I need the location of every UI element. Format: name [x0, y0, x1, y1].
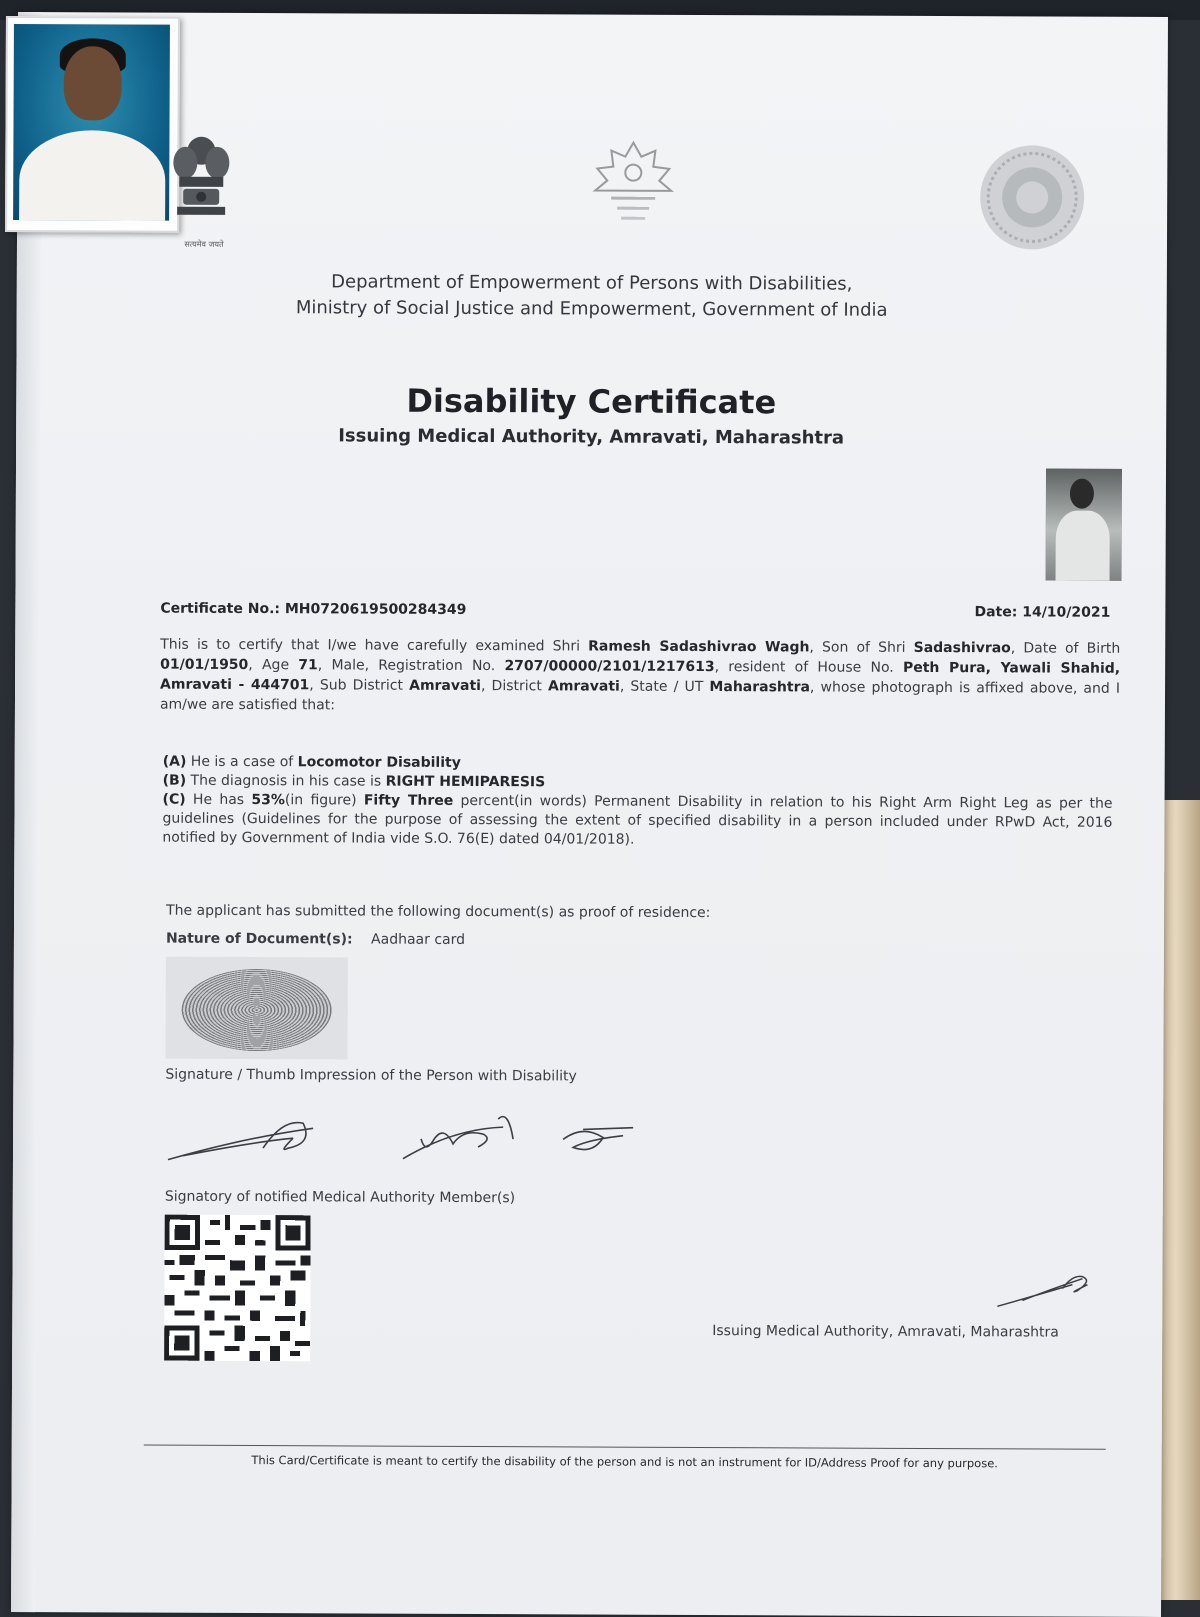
- diagnosis: RIGHT HEMIPARESIS: [385, 773, 546, 791]
- sub-district: Amravati: [409, 677, 482, 695]
- disability-percent: 53%: [251, 792, 285, 809]
- certificate-document: [11, 12, 1168, 1617]
- emblem-caption: सत्यमेव जयते: [184, 239, 224, 249]
- disability-type: Locomotor Disability: [297, 754, 461, 771]
- house-address: Peth Pura, Yawali Shahid, Amravati - 444701: [160, 659, 1121, 694]
- date-label: Date:: [974, 604, 1018, 621]
- date-of-birth: 01/01/1950: [160, 656, 249, 674]
- footer-divider: [144, 1445, 1106, 1450]
- registration-number: 2707/00000/2101/1217613: [504, 658, 715, 676]
- national-emblem-icon: [169, 133, 233, 239]
- age: 71: [298, 657, 318, 674]
- applicant-photo: [1046, 468, 1122, 580]
- certification-paragraph: This is to certify that I/we have carefully examined Shri Ramesh Sadashivrao Wagh, Son of Shri Sadashivrao, Date of Birth 01/01/1950, Age 71, Male, Registration No. 2707/00000/2101/1217613, resident of House No. Peth Pura, Yawali Shahid, Amravati - 444701, Sub District Amravati, District Amravati, State / UT Maharashtra, whose photograph is affixed above, and I am/we are satisfied that:: [159, 636, 1121, 714]
- document-label: Nature of Document(s):: [165, 930, 353, 948]
- issuing-authority-footer: Issuing Medical Authority, Amravati, Maharashtra: [712, 1323, 1059, 1341]
- background-table: [1160, 800, 1200, 1600]
- ministry-name: Ministry of Social Justice and Empowerment, Government of India: [295, 297, 888, 321]
- department-name: Department of Empowerment of Persons with Disabilities,: [331, 271, 853, 295]
- issue-date: [974, 604, 1110, 621]
- certificate-title: Disability Certificate: [406, 381, 777, 422]
- issuing-authority-subtitle: Issuing Medical Authority, Amravati, Maharashtra: [338, 425, 845, 449]
- department-logo-icon: [583, 134, 683, 226]
- member-signatures: [163, 1098, 683, 1180]
- father-name: Sadashivrao: [913, 639, 1011, 657]
- certificate-number-label: Certificate No.:: [160, 600, 281, 618]
- authority-signature: [992, 1266, 1102, 1316]
- footer-disclaimer: This Card/Certificate is meant to certify the disability of the person and is not an instrument for ID/Address Proof for any purpose.: [251, 1453, 998, 1471]
- document-value: Aadhaar card: [371, 931, 466, 948]
- authority-seal-icon: [977, 142, 1087, 252]
- date-value: 14/10/2021: [1022, 604, 1111, 621]
- thumb-caption: Signature / Thumb Impression of the Person with Disability: [165, 1066, 577, 1085]
- residence-intro: The applicant has submitted the following document(s) as proof of residence:: [166, 902, 711, 922]
- certificate-meta: [160, 601, 1110, 621]
- qr-code-icon[interactable]: [164, 1215, 311, 1362]
- certificate-number: MH0720619500284349: [284, 601, 467, 618]
- disability-percent-words: Fifty Three: [363, 792, 454, 809]
- thumb-impression: [165, 957, 347, 1060]
- signatory-caption: Signatory of notified Medical Authority Member(s): [164, 1188, 516, 1207]
- finding-b: (B) The diagnosis in his case is RIGHT HEMIPARESIS: [162, 772, 546, 791]
- findings-list: [162, 753, 1112, 852]
- applicant-name: Ramesh Sadashivrao Wagh: [588, 638, 810, 656]
- affixed-photo: [5, 16, 180, 233]
- state: Maharashtra: [709, 679, 810, 696]
- paper-edge: [11, 12, 42, 1612]
- district: Amravati: [547, 678, 620, 695]
- residence-document: [166, 931, 465, 948]
- finding-a: (A) He is a case of Locomotor Disability: [162, 753, 461, 771]
- finding-c: (C) He has 53%(in figure) Fifty Three percent(in words) Permanent Disability in relation to his Right Arm Right Leg as per the guidelines (Guidelines for the purpose of assessing the extent of specified disability in a person included under RPwD Act, 2016 notified by Government of India vide S.O. 76(E) dated 04/01/2018).: [162, 791, 1113, 848]
